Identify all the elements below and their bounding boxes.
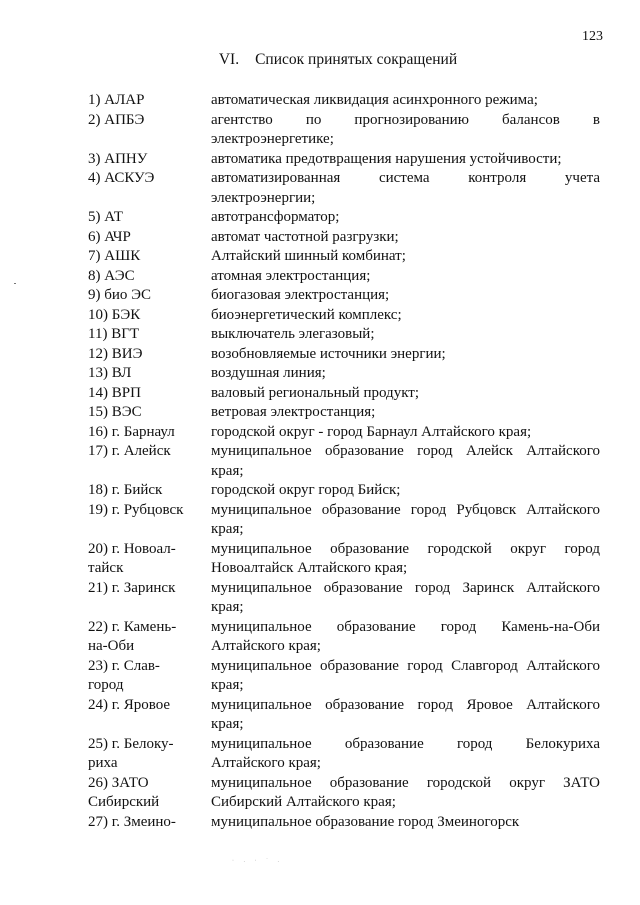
term-line: 3) АПНУ	[88, 150, 148, 167]
abbreviation-definition	[211, 150, 600, 170]
definition-line: валовый региональный продукт;	[211, 384, 420, 401]
definition-line: муниципальное образование город Заринск Алтайского	[211, 579, 600, 596]
abbreviation-term	[88, 696, 211, 716]
abbreviation-row	[88, 403, 600, 423]
definition-line: края;	[211, 462, 244, 479]
scan-speck	[14, 283, 16, 284]
section-number: VI.	[218, 51, 240, 68]
definition-line: муниципальное образование городской округ ЗАТО	[211, 774, 600, 791]
definition-line: муниципальное образование городской округ город	[211, 540, 600, 557]
abbreviation-row	[88, 306, 600, 326]
abbreviation-row	[88, 774, 600, 813]
definition-line: городской округ - город Барнаул Алтайского края;	[211, 423, 532, 440]
term-line: 26) ЗАТО	[88, 774, 149, 791]
abbreviation-row	[88, 442, 600, 481]
section-title: Список принятых сокращений	[255, 51, 458, 68]
abbreviation-term	[88, 267, 211, 287]
definition-line: муниципальное образование город Алейск Алтайского	[211, 443, 600, 459]
definition-line: автотрансформатор;	[211, 209, 340, 225]
abbreviation-term	[88, 618, 211, 657]
abbreviation-row	[88, 208, 600, 228]
definition-line: муниципальное образование город Яровое Алтайского	[211, 696, 600, 713]
definition-line: муниципальное образование город Камень-на-Оби	[211, 618, 600, 635]
abbreviation-row	[88, 657, 600, 696]
abbreviation-definition	[211, 813, 600, 833]
abbreviation-list	[88, 91, 600, 832]
abbreviation-row	[88, 501, 600, 540]
abbreviation-term	[88, 150, 211, 170]
definition-line: биоэнергетический комплекс;	[211, 306, 402, 323]
term-line: тайск	[88, 560, 124, 576]
term-line: 1) АЛАР	[88, 92, 145, 108]
abbreviation-definition	[211, 228, 600, 248]
term-line: 14) ВРП	[88, 384, 141, 401]
abbreviation-definition	[211, 169, 600, 208]
abbreviation-row	[88, 325, 600, 345]
abbreviation-definition	[211, 286, 600, 306]
abbreviation-term	[88, 540, 211, 579]
abbreviation-definition	[211, 208, 600, 228]
definition-line: агентство по прогнозированию балансов в	[211, 111, 600, 128]
definition-line: городской округ город Бийск;	[211, 482, 401, 498]
definition-line: автоматика предотвращения нарушения устойчивости;	[211, 150, 562, 167]
definition-line: Алтайский шинный комбинат;	[211, 248, 406, 264]
abbreviation-definition	[211, 247, 600, 267]
term-line: Сибирский	[88, 794, 160, 810]
abbreviation-row	[88, 384, 600, 404]
term-line: 4) АСКУЭ	[88, 170, 155, 186]
definition-line: муниципальное образование город Змеиногорск	[211, 813, 520, 830]
abbreviation-term	[88, 481, 211, 501]
abbreviation-row	[88, 111, 600, 150]
abbreviation-term	[88, 442, 211, 462]
definition-line: Новоалтайск Алтайского края;	[211, 560, 408, 576]
abbreviation-row	[88, 345, 600, 365]
definition-line: атомная электростанция;	[211, 267, 371, 284]
term-line: 13) ВЛ	[88, 365, 132, 381]
definition-line: Алтайского края;	[211, 638, 321, 654]
term-line: 24) г. Яровое	[88, 696, 171, 713]
abbreviation-row	[88, 247, 600, 267]
abbreviation-term	[88, 306, 211, 326]
definition-line: воздушная линия;	[211, 365, 326, 381]
abbreviation-term	[88, 579, 211, 599]
abbreviation-row	[88, 540, 600, 579]
abbreviation-term	[88, 774, 211, 813]
term-line: 18) г. Бийск	[88, 482, 163, 498]
abbreviation-row	[88, 228, 600, 248]
term-line: 9) био ЭС	[88, 287, 152, 303]
term-line: 17) г. Алейск	[88, 443, 171, 459]
abbreviation-row	[88, 423, 600, 443]
abbreviation-term	[88, 403, 211, 423]
abbreviation-term	[88, 364, 211, 384]
term-line: 7) АШК	[88, 248, 141, 264]
abbreviation-term	[88, 111, 211, 131]
term-line: 2) АПБЭ	[88, 111, 145, 128]
term-line: 8) АЭС	[88, 267, 135, 284]
term-line: 16) г. Барнаул	[88, 423, 175, 440]
term-line: на-Оби	[88, 638, 135, 654]
abbreviation-row	[88, 169, 600, 208]
abbreviation-definition	[211, 306, 600, 326]
abbreviation-definition	[211, 657, 600, 696]
abbreviation-row	[88, 696, 600, 735]
definition-line: края;	[211, 716, 244, 732]
term-line: 23) г. Слав-	[88, 657, 160, 674]
abbreviation-term	[88, 169, 211, 189]
abbreviation-row	[88, 481, 600, 501]
term-line: 19) г. Рубцовск	[88, 501, 184, 518]
abbreviation-definition	[211, 384, 600, 404]
term-line: город	[88, 677, 124, 693]
abbreviation-term	[88, 325, 211, 345]
abbreviation-definition	[211, 696, 600, 735]
abbreviation-term	[88, 813, 211, 833]
term-line: 21) г. Заринск	[88, 579, 176, 596]
definition-line: Алтайского края;	[211, 755, 321, 771]
abbreviation-term	[88, 384, 211, 404]
abbreviation-definition	[211, 403, 600, 423]
definition-line: муниципальное образование город Рубцовск Алтайского	[211, 501, 600, 518]
definition-line: выключатель элегазовый;	[211, 326, 375, 342]
abbreviation-row	[88, 579, 600, 618]
abbreviation-definition	[211, 735, 600, 774]
abbreviation-term	[88, 657, 211, 696]
abbreviation-definition	[211, 325, 600, 345]
definition-line: края;	[211, 599, 244, 615]
abbreviation-row	[88, 618, 600, 657]
page-number: 123	[582, 29, 603, 44]
definition-line: автоматическая ликвидация асинхронного режима;	[211, 92, 538, 108]
definition-line: Сибирский Алтайского края;	[211, 794, 396, 810]
term-line: 25) г. Белоку-	[88, 735, 174, 752]
definition-line: биогазовая электростанция;	[211, 287, 390, 303]
abbreviation-row	[88, 364, 600, 384]
section-heading	[0, 51, 640, 69]
abbreviation-term	[88, 208, 211, 228]
abbreviation-row	[88, 286, 600, 306]
definition-line: края;	[211, 521, 244, 537]
abbreviation-row	[88, 735, 600, 774]
term-line: 15) ВЭС	[88, 404, 142, 420]
abbreviation-row	[88, 267, 600, 287]
term-line: риха	[88, 755, 118, 771]
abbreviation-term	[88, 735, 211, 774]
definition-line: автоматизированная система контроля учета	[211, 170, 600, 186]
abbreviation-row	[88, 91, 600, 111]
abbreviation-term	[88, 247, 211, 267]
definition-line: муниципальное образование город Белокуриха	[211, 735, 600, 752]
abbreviation-definition	[211, 774, 600, 813]
abbreviation-term	[88, 501, 211, 521]
term-line: 5) АТ	[88, 209, 123, 225]
definition-line: автомат частотной разгрузки;	[211, 228, 399, 245]
term-line: 20) г. Новоал-	[88, 540, 176, 557]
abbreviation-definition	[211, 267, 600, 287]
definition-line: электроэнергетике;	[211, 131, 334, 147]
abbreviation-definition	[211, 618, 600, 657]
abbreviation-row	[88, 150, 600, 170]
term-line: 10) БЭК	[88, 306, 141, 323]
definition-line: ветровая электростанция;	[211, 404, 376, 420]
abbreviation-definition	[211, 579, 600, 618]
term-line: 12) ВИЭ	[88, 345, 143, 362]
abbreviation-row	[88, 813, 600, 833]
definition-line: муниципальное образование город Славгород Алтайского	[211, 657, 600, 674]
definition-line: электроэнергии;	[211, 189, 316, 206]
abbreviation-term	[88, 286, 211, 306]
abbreviation-definition	[211, 91, 600, 111]
abbreviation-definition	[211, 364, 600, 384]
abbreviation-term	[88, 423, 211, 443]
abbreviation-definition	[211, 481, 600, 501]
term-line: 11) ВГТ	[88, 326, 140, 342]
scan-artifacts: · . · ˙ .	[232, 858, 283, 864]
definition-line: возобновляемые источники энергии;	[211, 345, 446, 362]
term-line: 22) г. Камень-	[88, 618, 177, 635]
definition-line: края;	[211, 677, 244, 693]
abbreviation-definition	[211, 501, 600, 540]
term-line: 6) АЧР	[88, 228, 131, 245]
abbreviation-definition	[211, 345, 600, 365]
term-line: 27) г. Змеино-	[88, 813, 176, 830]
abbreviation-definition	[211, 540, 600, 579]
abbreviation-definition	[211, 442, 600, 481]
abbreviation-definition	[211, 111, 600, 150]
abbreviation-term	[88, 228, 211, 248]
abbreviation-term	[88, 91, 211, 111]
abbreviation-term	[88, 345, 211, 365]
abbreviation-definition	[211, 423, 600, 443]
